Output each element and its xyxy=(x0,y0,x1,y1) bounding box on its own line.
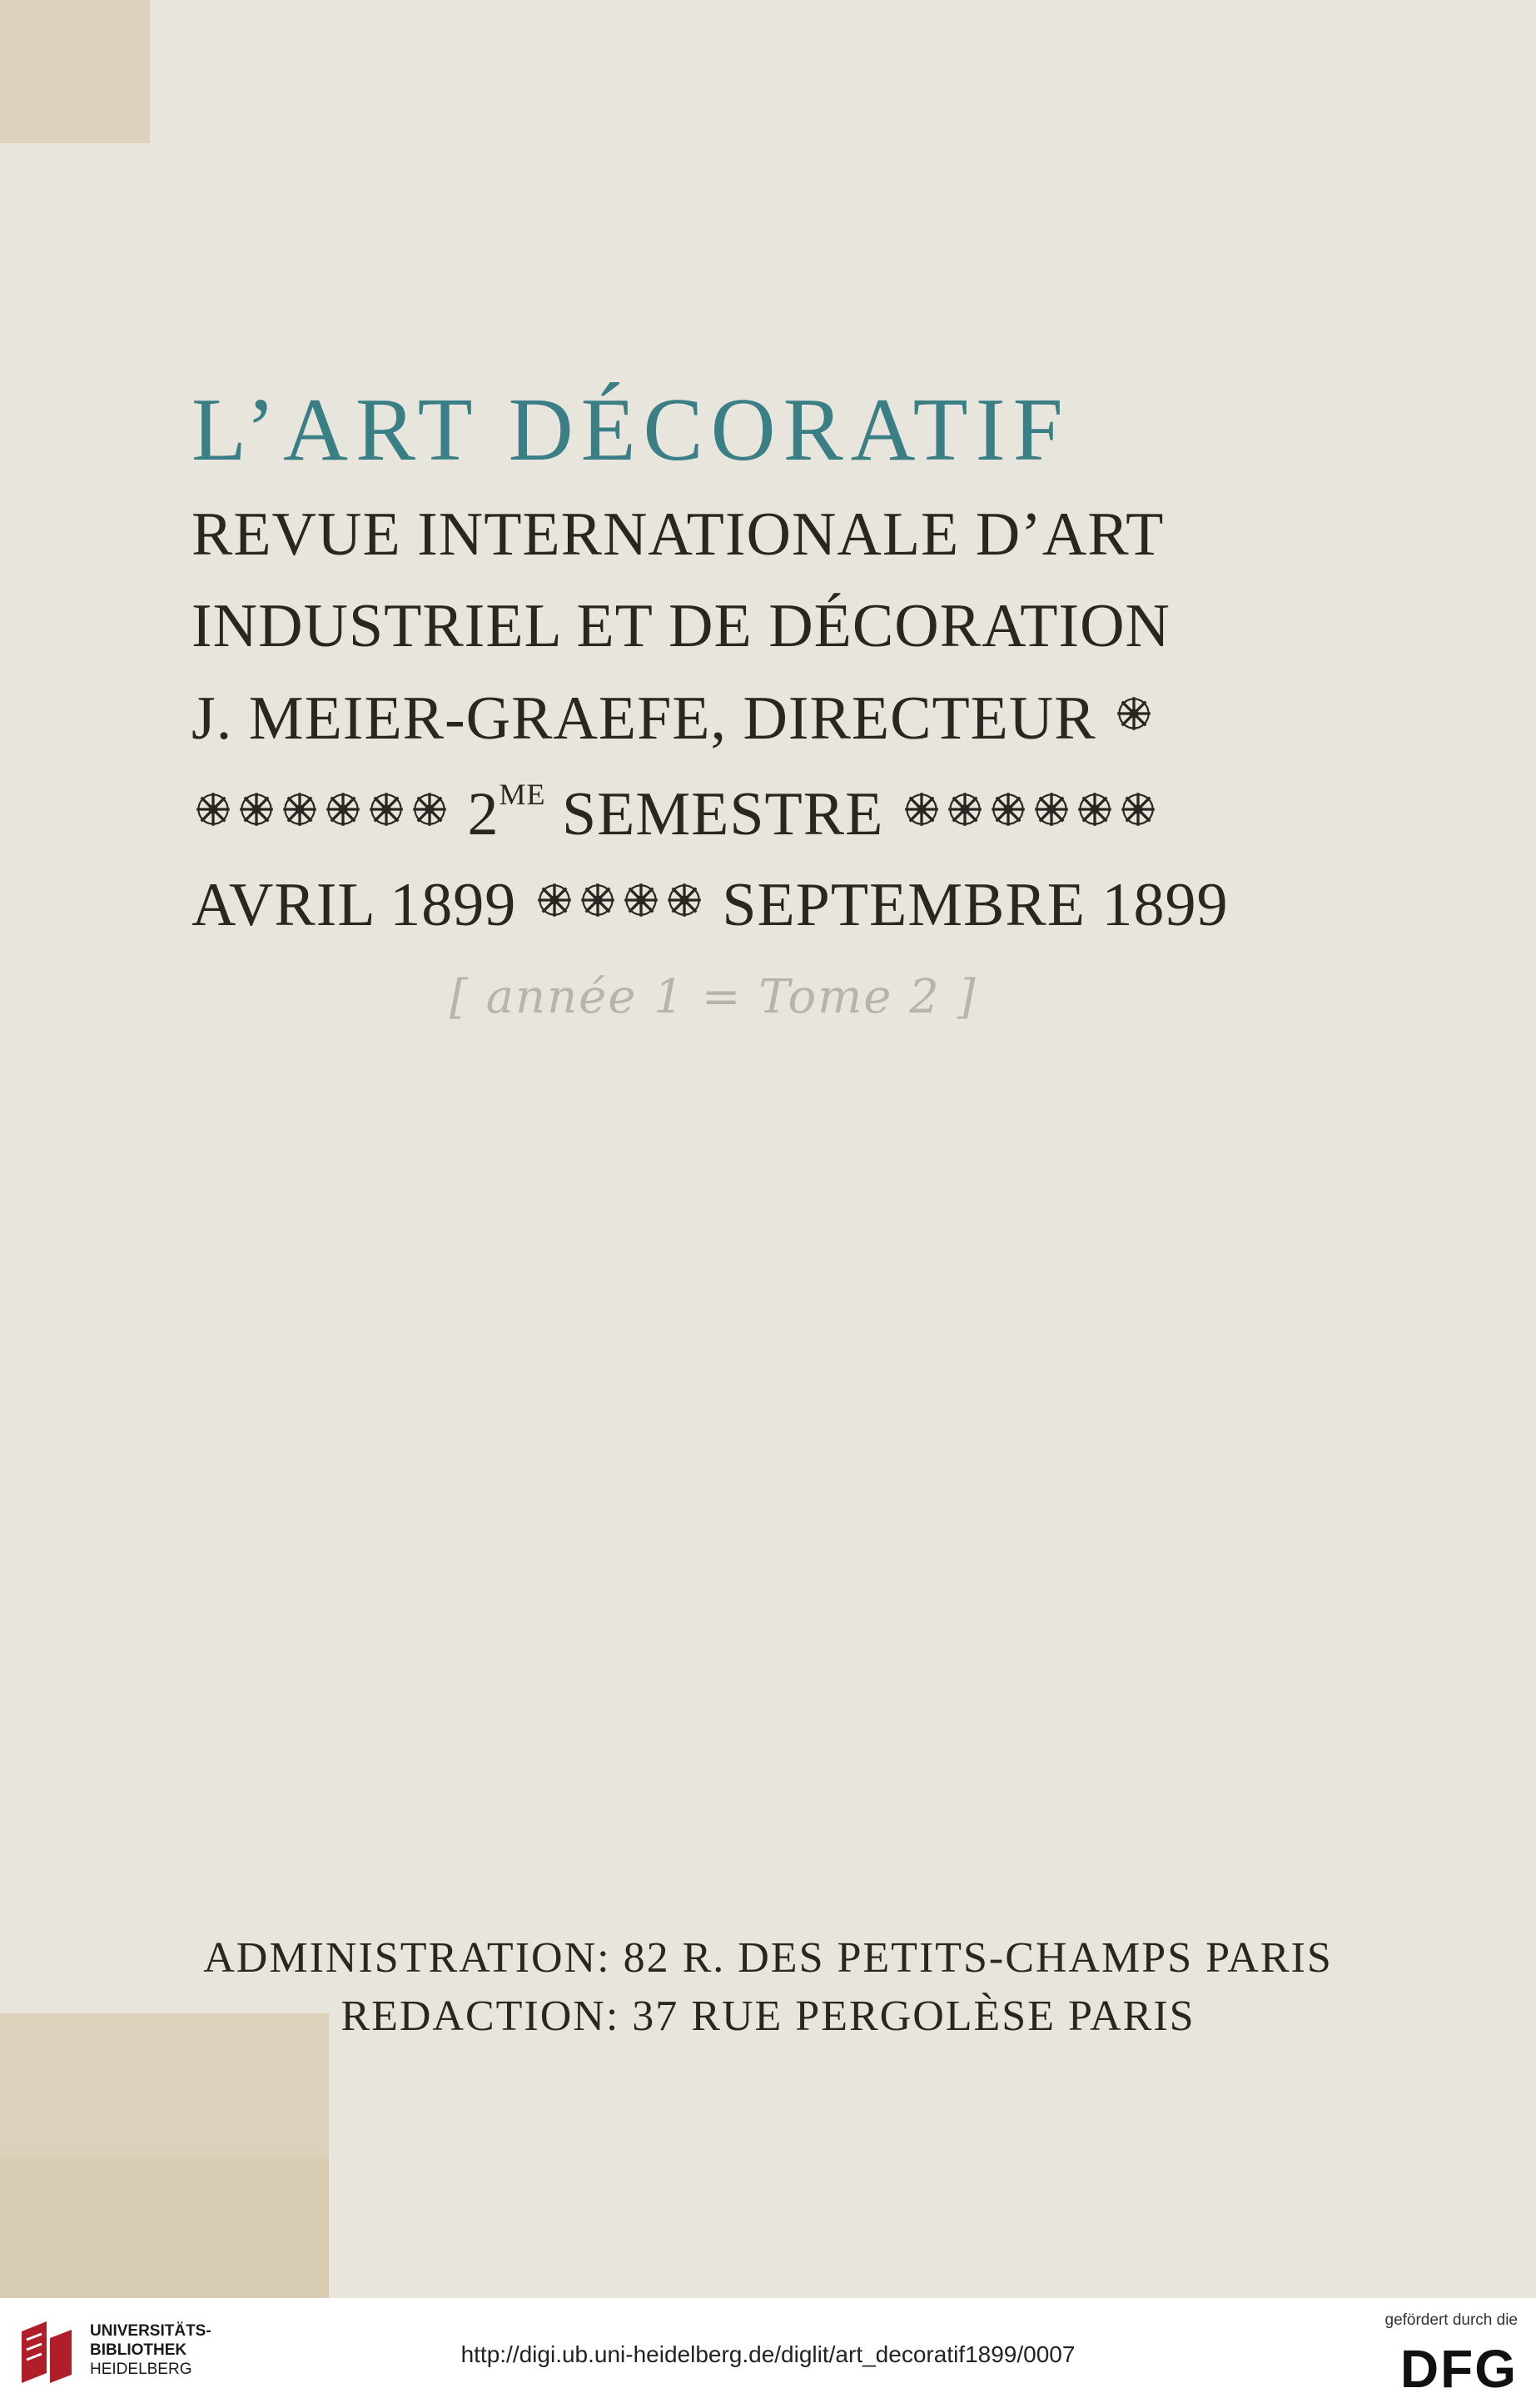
flower-row-left xyxy=(191,780,468,848)
flower-ornament-icon xyxy=(536,882,573,918)
address-redaction: REDACTION: 37 RUE PERGOLÈSE PARIS xyxy=(341,1993,1195,2040)
flower-ornament-icon xyxy=(1076,791,1113,828)
flower-ornament-icon xyxy=(623,882,659,918)
library-line-1: UNIVERSITÄTS- xyxy=(90,2322,211,2340)
semester-suffix: ME xyxy=(499,778,546,811)
library-line-2: BIBLIOTHEK xyxy=(90,2341,187,2359)
subtitle-line-1: REVUE INTERNATIONALE D’ART xyxy=(191,500,1165,569)
flower-ornament-icon xyxy=(1033,791,1070,828)
paper-tab-top xyxy=(0,0,150,143)
permalink-url[interactable]: http://digi.ub.uni-heidelberg.de/diglit/art_decoratif1899/0007 xyxy=(460,2341,1076,2367)
semester-number: 2 xyxy=(467,780,500,848)
semester-word: SEMESTRE xyxy=(562,780,884,848)
flower-ornament-icon xyxy=(666,882,703,918)
date-range-line xyxy=(191,870,1228,941)
dfg-logo: DFG xyxy=(1399,2339,1518,2399)
paper-tab-bottom-lower xyxy=(0,2157,329,2298)
flower-ornament-icon xyxy=(281,791,318,828)
flower-ornament-icon xyxy=(990,791,1026,828)
flower-row-middle xyxy=(533,871,723,939)
semester-line xyxy=(191,777,1160,850)
digitization-footer xyxy=(0,2298,1536,2408)
address-administration: ADMINISTRATION: 82 R. DES PETITS-CHAMPS PARIS xyxy=(203,1934,1333,1982)
flower-ornament-icon xyxy=(195,791,231,828)
flower-ornament-icon xyxy=(579,882,616,918)
director-line xyxy=(191,684,1156,754)
flower-ornament-icon xyxy=(1116,695,1152,732)
director-text: J. MEIER-GRAEFE, DIRECTEUR xyxy=(191,684,1096,753)
flower-ornament-icon xyxy=(368,791,405,828)
flower-ornament-icon xyxy=(1120,791,1156,828)
date-start: AVRIL 1899 xyxy=(191,871,517,939)
date-end: SEPTEMBRE 1899 xyxy=(722,871,1229,939)
subtitle-line-2: INDUSTRIEL ET DE DÉCORATION xyxy=(191,592,1171,660)
flower-ornament-icon xyxy=(947,791,983,828)
handwritten-note: [ année 1 = Tome 2 ] xyxy=(450,970,977,1024)
flower-ornament-icon xyxy=(411,791,448,828)
flower-ornament-icon xyxy=(238,791,275,828)
flower-row-right xyxy=(900,780,1160,848)
flower-ornament-icon xyxy=(903,791,940,828)
journal-title: L’ART DÉCORATIF xyxy=(191,381,1071,480)
library-line-3: HEIDELBERG xyxy=(90,2361,192,2378)
funded-by-label: gefördert durch die xyxy=(1384,2311,1518,2329)
flower-ornament-icon xyxy=(325,791,361,828)
